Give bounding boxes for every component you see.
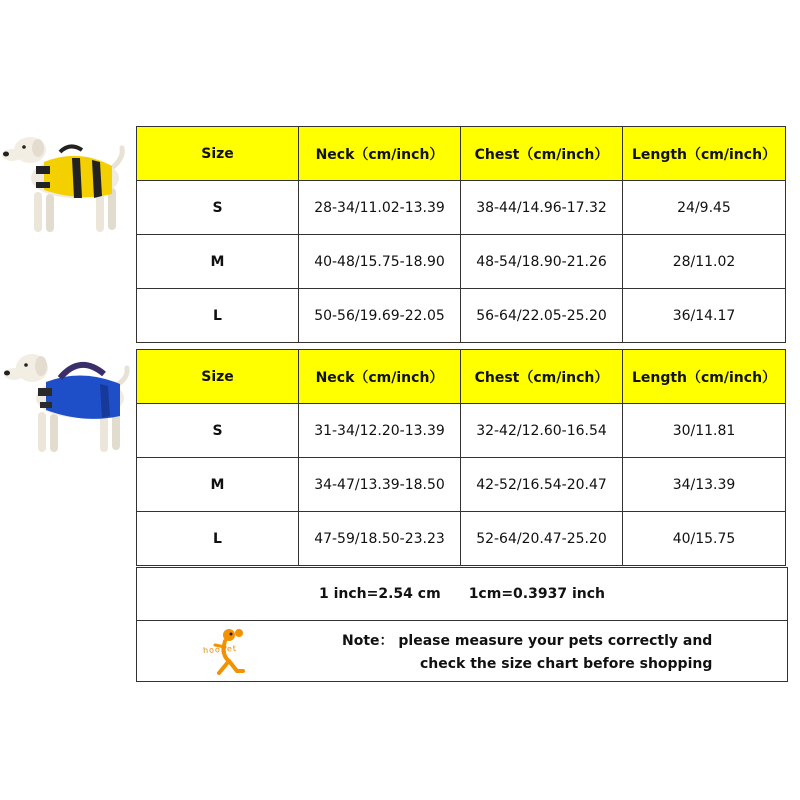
neck-cell: 47-59/18.50-23.23	[299, 512, 461, 566]
size-cell: S	[137, 404, 299, 458]
chest-cell: 42-52/16.54-20.47	[461, 458, 623, 512]
note-text-line2: check the size chart before shopping	[420, 656, 713, 672]
neck-cell: 34-47/13.39-18.50	[299, 458, 461, 512]
table-row	[137, 181, 786, 235]
length-cell: 34/13.39	[623, 458, 786, 512]
header-size: Size	[137, 350, 299, 404]
chest-cell: 38-44/14.96-17.32	[461, 181, 623, 235]
table-row	[137, 235, 786, 289]
neck-cell: 31-34/12.20-13.39	[299, 404, 461, 458]
neck-cell: 40-48/15.75-18.90	[299, 235, 461, 289]
header-chest: Chest（cm/inch）	[461, 350, 623, 404]
chest-cell: 48-54/18.90-21.26	[461, 235, 623, 289]
length-cell: 28/11.02	[623, 235, 786, 289]
header-size: Size	[137, 127, 299, 181]
chest-cell: 32-42/12.60-16.54	[461, 404, 623, 458]
table-header-row	[137, 127, 786, 181]
chest-cell: 56-64/22.05-25.20	[461, 289, 623, 343]
dog-yellow-vest-image	[0, 128, 130, 240]
size-chart-blue-vest	[136, 349, 786, 566]
note-text-line1: Note： please measure your pets correctly and	[342, 633, 713, 649]
table-header-row	[137, 350, 786, 404]
header-length: Length（cm/inch）	[623, 350, 786, 404]
length-cell: 24/9.45	[623, 181, 786, 235]
size-cell: L	[137, 512, 299, 566]
length-cell: 36/14.17	[623, 289, 786, 343]
unit-conversion-row	[136, 567, 788, 621]
dog-blue-vest-image	[0, 344, 130, 462]
table-row	[137, 458, 786, 512]
size-cell: M	[137, 235, 299, 289]
neck-cell: 50-56/19.69-22.05	[299, 289, 461, 343]
table-row	[137, 289, 786, 343]
header-chest: Chest（cm/inch）	[461, 127, 623, 181]
size-chart-yellow-vest	[136, 126, 786, 343]
header-length: Length（cm/inch）	[623, 127, 786, 181]
size-cell: L	[137, 289, 299, 343]
chest-cell: 52-64/20.47-25.20	[461, 512, 623, 566]
table-row	[137, 404, 786, 458]
neck-cell: 28-34/11.02-13.39	[299, 181, 461, 235]
logo-text: hoopet	[202, 643, 238, 656]
length-cell: 40/15.75	[623, 512, 786, 566]
table-row	[137, 512, 786, 566]
header-neck: Neck（cm/inch）	[299, 350, 461, 404]
size-cell: M	[137, 458, 299, 512]
inch-to-cm-text: 1 inch=2.54 cm	[319, 586, 441, 602]
length-cell: 30/11.81	[623, 404, 786, 458]
size-cell: S	[137, 181, 299, 235]
header-neck: Neck（cm/inch）	[299, 127, 461, 181]
note-row	[136, 620, 788, 682]
cm-to-inch-text: 1cm=0.3937 inch	[468, 586, 605, 602]
